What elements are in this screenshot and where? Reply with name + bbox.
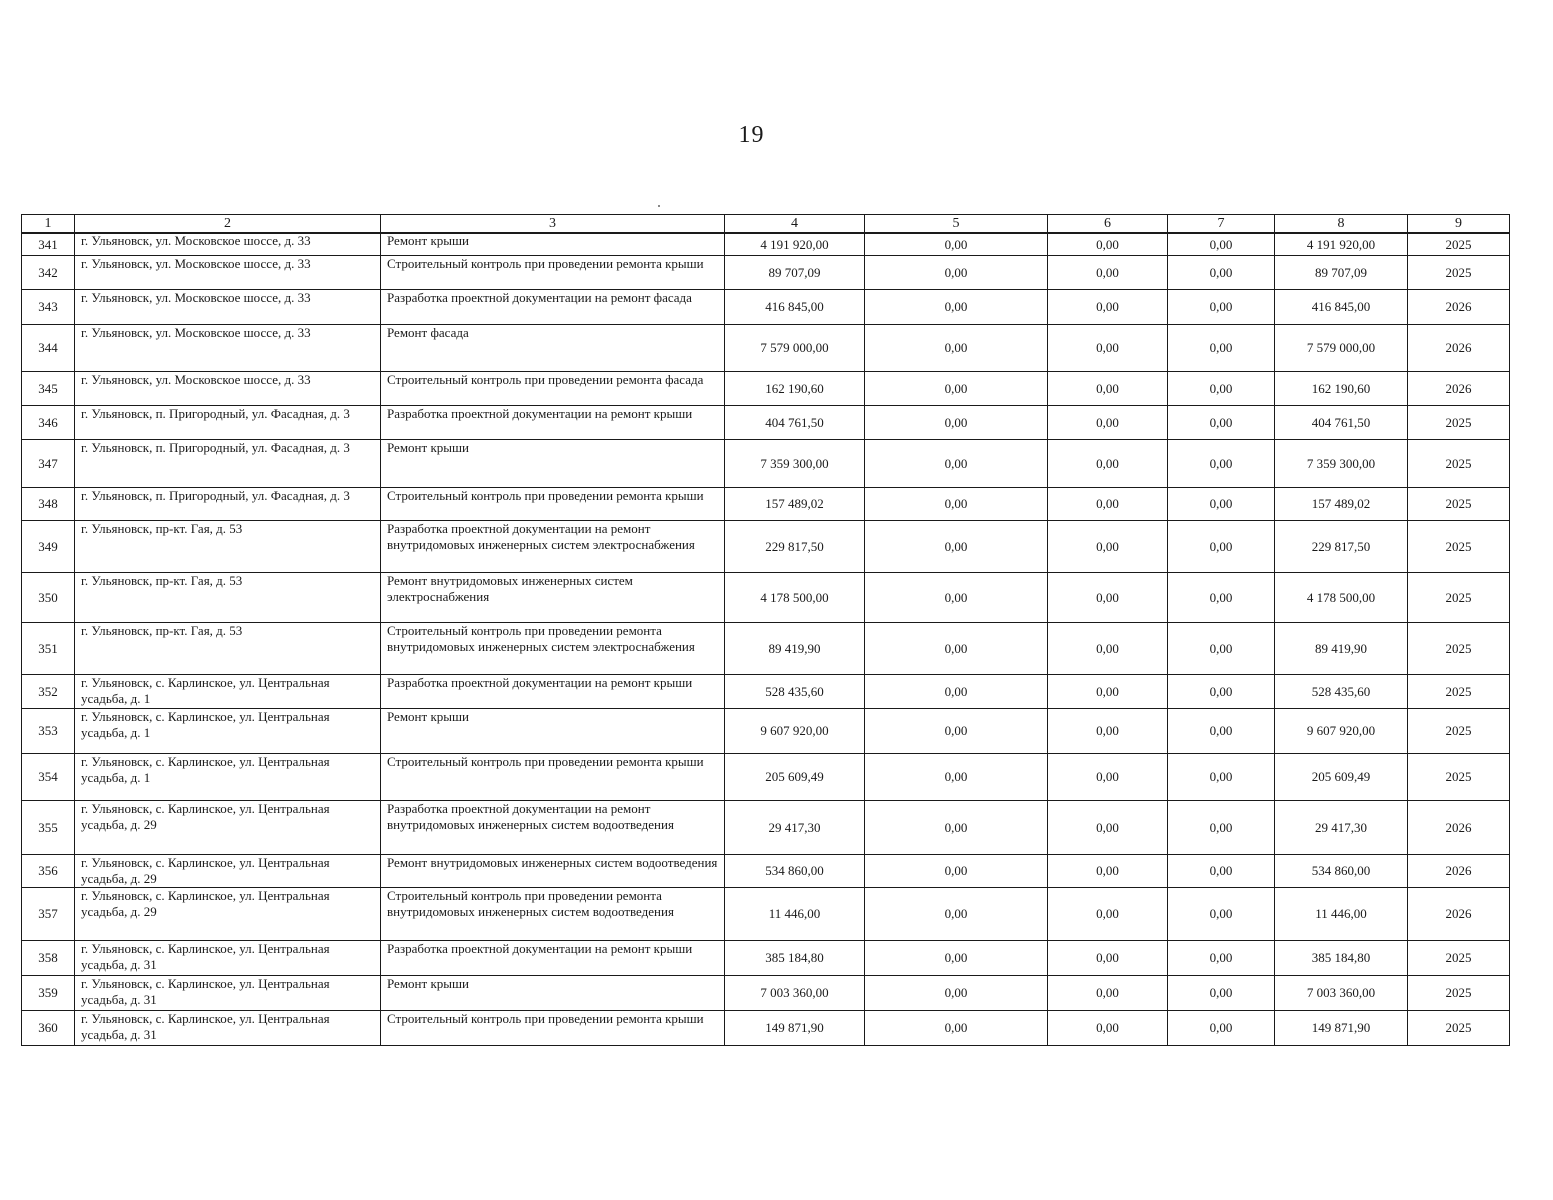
cost-total-cell: 528 435,60 bbox=[725, 675, 865, 709]
row-number: 347 bbox=[22, 440, 75, 488]
year-cell: 2025 bbox=[1408, 440, 1510, 488]
table-row bbox=[22, 372, 1510, 406]
fund-cell-7: 0,00 bbox=[1168, 623, 1275, 675]
cost-total-cell: 29 417,30 bbox=[725, 801, 865, 855]
page-number: 19 bbox=[738, 122, 765, 148]
fund-cell-6: 0,00 bbox=[1048, 754, 1168, 801]
row-number: 354 bbox=[22, 754, 75, 801]
table-row bbox=[22, 675, 1510, 709]
cost-total-cell: 7 003 360,00 bbox=[725, 976, 865, 1011]
fund-cell-7: 0,00 bbox=[1168, 325, 1275, 372]
work-type-cell: Строительный контроль при проведении ремонта крыши bbox=[381, 754, 725, 801]
column-number-row bbox=[22, 215, 1510, 234]
fund-cell-5: 0,00 bbox=[865, 754, 1048, 801]
address-cell: г. Ульяновск, ул. Московское шоссе, д. 33 bbox=[75, 256, 381, 290]
year-cell: 2026 bbox=[1408, 888, 1510, 941]
year-cell: 2025 bbox=[1408, 754, 1510, 801]
fund-cell-5: 0,00 bbox=[865, 941, 1048, 976]
cost-total-cell: 205 609,49 bbox=[725, 754, 865, 801]
table-row bbox=[22, 233, 1510, 256]
fund-cell-6: 0,00 bbox=[1048, 290, 1168, 325]
table-row bbox=[22, 855, 1510, 888]
cost-total-cell: 89 707,09 bbox=[725, 256, 865, 290]
work-type-cell: Строительный контроль при проведении ремонта фасада bbox=[381, 372, 725, 406]
fund-cell-6: 0,00 bbox=[1048, 675, 1168, 709]
fund-cell-7: 0,00 bbox=[1168, 372, 1275, 406]
fund-cell-7: 0,00 bbox=[1168, 754, 1275, 801]
table-row bbox=[22, 290, 1510, 325]
column-header: 1 bbox=[22, 215, 75, 234]
column-header: 5 bbox=[865, 215, 1048, 234]
cost-total-cell: 416 845,00 bbox=[725, 290, 865, 325]
year-cell: 2025 bbox=[1408, 573, 1510, 623]
row-number: 345 bbox=[22, 372, 75, 406]
row-number: 348 bbox=[22, 488, 75, 521]
cost-cell-8: 229 817,50 bbox=[1275, 521, 1408, 573]
table-row bbox=[22, 256, 1510, 290]
fund-cell-6: 0,00 bbox=[1048, 256, 1168, 290]
cost-cell-8: 7 003 360,00 bbox=[1275, 976, 1408, 1011]
fund-cell-5: 0,00 bbox=[865, 325, 1048, 372]
address-cell: г. Ульяновск, пр-кт. Гая, д. 53 bbox=[75, 573, 381, 623]
fund-cell-6: 0,00 bbox=[1048, 406, 1168, 440]
table-row bbox=[22, 888, 1510, 941]
column-header: 3 bbox=[381, 215, 725, 234]
fund-cell-7: 0,00 bbox=[1168, 675, 1275, 709]
work-type-cell: Разработка проектной документации на ремонт внутридомовых инженерных систем электроснабжения bbox=[381, 521, 725, 573]
address-cell: г. Ульяновск, ул. Московское шоссе, д. 33 bbox=[75, 325, 381, 372]
fund-cell-5: 0,00 bbox=[865, 488, 1048, 521]
cost-total-cell: 4 178 500,00 bbox=[725, 573, 865, 623]
year-cell: 2026 bbox=[1408, 372, 1510, 406]
row-number: 356 bbox=[22, 855, 75, 888]
table-row bbox=[22, 709, 1510, 754]
table-row bbox=[22, 941, 1510, 976]
column-header: 7 bbox=[1168, 215, 1275, 234]
cost-total-cell: 162 190,60 bbox=[725, 372, 865, 406]
row-number: 343 bbox=[22, 290, 75, 325]
fund-cell-5: 0,00 bbox=[865, 440, 1048, 488]
work-type-cell: Разработка проектной документации на ремонт крыши bbox=[381, 675, 725, 709]
fund-cell-5: 0,00 bbox=[865, 709, 1048, 754]
cost-cell-8: 416 845,00 bbox=[1275, 290, 1408, 325]
cost-total-cell: 534 860,00 bbox=[725, 855, 865, 888]
work-type-cell: Строительный контроль при проведении ремонта крыши bbox=[381, 488, 725, 521]
fund-cell-6: 0,00 bbox=[1048, 372, 1168, 406]
cost-total-cell: 89 419,90 bbox=[725, 623, 865, 675]
fund-cell-6: 0,00 bbox=[1048, 976, 1168, 1011]
cost-cell-8: 205 609,49 bbox=[1275, 754, 1408, 801]
work-type-cell: Строительный контроль при проведении ремонта внутридомовых инженерных систем электроснабжения bbox=[381, 623, 725, 675]
fund-cell-5: 0,00 bbox=[865, 623, 1048, 675]
fund-cell-5: 0,00 bbox=[865, 290, 1048, 325]
fund-cell-5: 0,00 bbox=[865, 976, 1048, 1011]
row-number: 355 bbox=[22, 801, 75, 855]
fund-cell-6: 0,00 bbox=[1048, 325, 1168, 372]
fund-cell-7: 0,00 bbox=[1168, 709, 1275, 754]
column-header: 6 bbox=[1048, 215, 1168, 234]
fund-cell-7: 0,00 bbox=[1168, 488, 1275, 521]
fund-cell-6: 0,00 bbox=[1048, 440, 1168, 488]
year-cell: 2026 bbox=[1408, 290, 1510, 325]
column-header: 4 bbox=[725, 215, 865, 234]
cost-total-cell: 11 446,00 bbox=[725, 888, 865, 941]
address-cell: г. Ульяновск, с. Карлинское, ул. Центральная усадьба, д. 31 bbox=[75, 976, 381, 1011]
work-type-cell: Разработка проектной документации на ремонт крыши bbox=[381, 941, 725, 976]
address-cell: г. Ульяновск, с. Карлинское, ул. Центральная усадьба, д. 1 bbox=[75, 754, 381, 801]
work-type-cell: Ремонт крыши bbox=[381, 233, 725, 256]
address-cell: г. Ульяновск, с. Карлинское, ул. Центральная усадьба, д. 31 bbox=[75, 1011, 381, 1046]
year-cell: 2025 bbox=[1408, 941, 1510, 976]
fund-cell-5: 0,00 bbox=[865, 801, 1048, 855]
cost-total-cell: 9 607 920,00 bbox=[725, 709, 865, 754]
cost-total-cell: 229 817,50 bbox=[725, 521, 865, 573]
cost-cell-8: 528 435,60 bbox=[1275, 675, 1408, 709]
cost-total-cell: 149 871,90 bbox=[725, 1011, 865, 1046]
cost-total-cell: 7 579 000,00 bbox=[725, 325, 865, 372]
work-type-cell: Ремонт крыши bbox=[381, 976, 725, 1011]
year-cell: 2025 bbox=[1408, 521, 1510, 573]
fund-cell-7: 0,00 bbox=[1168, 1011, 1275, 1046]
fund-cell-7: 0,00 bbox=[1168, 256, 1275, 290]
work-type-cell: Ремонт внутридомовых инженерных систем электроснабжения bbox=[381, 573, 725, 623]
fund-cell-6: 0,00 bbox=[1048, 1011, 1168, 1046]
table-row bbox=[22, 406, 1510, 440]
fund-cell-5: 0,00 bbox=[865, 675, 1048, 709]
row-number: 346 bbox=[22, 406, 75, 440]
work-type-cell: Разработка проектной документации на ремонт крыши bbox=[381, 406, 725, 440]
fund-cell-6: 0,00 bbox=[1048, 941, 1168, 976]
fund-cell-7: 0,00 bbox=[1168, 573, 1275, 623]
address-cell: г. Ульяновск, с. Карлинское, ул. Центральная усадьба, д. 29 bbox=[75, 801, 381, 855]
work-type-cell: Ремонт внутридомовых инженерных систем водоотведения bbox=[381, 855, 725, 888]
table-row bbox=[22, 754, 1510, 801]
fund-cell-7: 0,00 bbox=[1168, 976, 1275, 1011]
row-number: 350 bbox=[22, 573, 75, 623]
work-type-cell: Ремонт фасада bbox=[381, 325, 725, 372]
fund-cell-7: 0,00 bbox=[1168, 440, 1275, 488]
fund-cell-5: 0,00 bbox=[865, 406, 1048, 440]
fund-cell-6: 0,00 bbox=[1048, 233, 1168, 256]
row-number: 358 bbox=[22, 941, 75, 976]
work-type-cell: Строительный контроль при проведении ремонта крыши bbox=[381, 1011, 725, 1046]
column-header: 9 bbox=[1408, 215, 1510, 234]
cost-cell-8: 149 871,90 bbox=[1275, 1011, 1408, 1046]
address-cell: г. Ульяновск, п. Пригородный, ул. Фасадная, д. 3 bbox=[75, 406, 381, 440]
table-row bbox=[22, 325, 1510, 372]
address-cell: г. Ульяновск, с. Карлинское, ул. Центральная усадьба, д. 29 bbox=[75, 888, 381, 941]
work-type-cell: Строительный контроль при проведении ремонта крыши bbox=[381, 256, 725, 290]
year-cell: 2025 bbox=[1408, 675, 1510, 709]
fund-cell-7: 0,00 bbox=[1168, 855, 1275, 888]
work-type-cell: Ремонт крыши bbox=[381, 440, 725, 488]
fund-cell-7: 0,00 bbox=[1168, 406, 1275, 440]
work-type-cell: Ремонт крыши bbox=[381, 709, 725, 754]
year-cell: 2025 bbox=[1408, 1011, 1510, 1046]
year-cell: 2025 bbox=[1408, 233, 1510, 256]
row-number: 344 bbox=[22, 325, 75, 372]
fund-cell-5: 0,00 bbox=[865, 1011, 1048, 1046]
fund-cell-6: 0,00 bbox=[1048, 623, 1168, 675]
address-cell: г. Ульяновск, ул. Московское шоссе, д. 33 bbox=[75, 290, 381, 325]
cost-cell-8: 157 489,02 bbox=[1275, 488, 1408, 521]
cost-cell-8: 89 419,90 bbox=[1275, 623, 1408, 675]
fund-cell-5: 0,00 bbox=[865, 888, 1048, 941]
work-type-cell: Строительный контроль при проведении ремонта внутридомовых инженерных систем водоотведения bbox=[381, 888, 725, 941]
fund-cell-7: 0,00 bbox=[1168, 941, 1275, 976]
year-cell: 2025 bbox=[1408, 976, 1510, 1011]
scan-speck bbox=[658, 205, 660, 207]
table-row bbox=[22, 976, 1510, 1011]
cost-total-cell: 7 359 300,00 bbox=[725, 440, 865, 488]
year-cell: 2025 bbox=[1408, 709, 1510, 754]
address-cell: г. Ульяновск, с. Карлинское, ул. Центральная усадьба, д. 31 bbox=[75, 941, 381, 976]
fund-cell-7: 0,00 bbox=[1168, 888, 1275, 941]
address-cell: г. Ульяновск, ул. Московское шоссе, д. 33 bbox=[75, 372, 381, 406]
year-cell: 2025 bbox=[1408, 406, 1510, 440]
fund-cell-5: 0,00 bbox=[865, 521, 1048, 573]
cost-cell-8: 534 860,00 bbox=[1275, 855, 1408, 888]
table-row bbox=[22, 801, 1510, 855]
address-cell: г. Ульяновск, пр-кт. Гая, д. 53 bbox=[75, 521, 381, 573]
column-header: 8 bbox=[1275, 215, 1408, 234]
year-cell: 2025 bbox=[1408, 256, 1510, 290]
table-row bbox=[22, 440, 1510, 488]
cost-total-cell: 385 184,80 bbox=[725, 941, 865, 976]
cost-cell-8: 29 417,30 bbox=[1275, 801, 1408, 855]
work-type-cell: Разработка проектной документации на ремонт фасада bbox=[381, 290, 725, 325]
row-number: 351 bbox=[22, 623, 75, 675]
cost-cell-8: 7 579 000,00 bbox=[1275, 325, 1408, 372]
row-number: 342 bbox=[22, 256, 75, 290]
fund-cell-6: 0,00 bbox=[1048, 488, 1168, 521]
cost-cell-8: 9 607 920,00 bbox=[1275, 709, 1408, 754]
cost-cell-8: 7 359 300,00 bbox=[1275, 440, 1408, 488]
row-number: 357 bbox=[22, 888, 75, 941]
cost-cell-8: 404 761,50 bbox=[1275, 406, 1408, 440]
address-cell: г. Ульяновск, с. Карлинское, ул. Центральная усадьба, д. 1 bbox=[75, 675, 381, 709]
fund-cell-6: 0,00 bbox=[1048, 573, 1168, 623]
row-number: 359 bbox=[22, 976, 75, 1011]
row-number: 353 bbox=[22, 709, 75, 754]
fund-cell-5: 0,00 bbox=[865, 233, 1048, 256]
address-cell: г. Ульяновск, п. Пригородный, ул. Фасадная, д. 3 bbox=[75, 488, 381, 521]
fund-cell-6: 0,00 bbox=[1048, 888, 1168, 941]
fund-cell-7: 0,00 bbox=[1168, 521, 1275, 573]
year-cell: 2025 bbox=[1408, 623, 1510, 675]
repair-program-table bbox=[21, 214, 1510, 1046]
address-cell: г. Ульяновск, ул. Московское шоссе, д. 33 bbox=[75, 233, 381, 256]
address-cell: г. Ульяновск, с. Карлинское, ул. Центральная усадьба, д. 1 bbox=[75, 709, 381, 754]
fund-cell-6: 0,00 bbox=[1048, 801, 1168, 855]
fund-cell-7: 0,00 bbox=[1168, 801, 1275, 855]
cost-cell-8: 4 178 500,00 bbox=[1275, 573, 1408, 623]
table-row bbox=[22, 1011, 1510, 1046]
address-cell: г. Ульяновск, пр-кт. Гая, д. 53 bbox=[75, 623, 381, 675]
cost-cell-8: 4 191 920,00 bbox=[1275, 233, 1408, 256]
work-type-cell: Разработка проектной документации на ремонт внутридомовых инженерных систем водоотведения bbox=[381, 801, 725, 855]
table-row bbox=[22, 623, 1510, 675]
fund-cell-5: 0,00 bbox=[865, 573, 1048, 623]
address-cell: г. Ульяновск, п. Пригородный, ул. Фасадная, д. 3 bbox=[75, 440, 381, 488]
row-number: 341 bbox=[22, 233, 75, 256]
table-row bbox=[22, 488, 1510, 521]
cost-cell-8: 11 446,00 bbox=[1275, 888, 1408, 941]
table-row bbox=[22, 573, 1510, 623]
fund-cell-5: 0,00 bbox=[865, 256, 1048, 290]
year-cell: 2026 bbox=[1408, 325, 1510, 372]
year-cell: 2025 bbox=[1408, 488, 1510, 521]
address-cell: г. Ульяновск, с. Карлинское, ул. Центральная усадьба, д. 29 bbox=[75, 855, 381, 888]
fund-cell-7: 0,00 bbox=[1168, 233, 1275, 256]
fund-cell-6: 0,00 bbox=[1048, 709, 1168, 754]
year-cell: 2026 bbox=[1408, 801, 1510, 855]
row-number: 349 bbox=[22, 521, 75, 573]
fund-cell-5: 0,00 bbox=[865, 855, 1048, 888]
cost-total-cell: 4 191 920,00 bbox=[725, 233, 865, 256]
cost-total-cell: 404 761,50 bbox=[725, 406, 865, 440]
fund-cell-6: 0,00 bbox=[1048, 855, 1168, 888]
fund-cell-5: 0,00 bbox=[865, 372, 1048, 406]
year-cell: 2026 bbox=[1408, 855, 1510, 888]
cost-total-cell: 157 489,02 bbox=[725, 488, 865, 521]
cost-cell-8: 89 707,09 bbox=[1275, 256, 1408, 290]
row-number: 360 bbox=[22, 1011, 75, 1046]
table-row bbox=[22, 521, 1510, 573]
cost-cell-8: 385 184,80 bbox=[1275, 941, 1408, 976]
cost-cell-8: 162 190,60 bbox=[1275, 372, 1408, 406]
fund-cell-7: 0,00 bbox=[1168, 290, 1275, 325]
column-header: 2 bbox=[75, 215, 381, 234]
fund-cell-6: 0,00 bbox=[1048, 521, 1168, 573]
row-number: 352 bbox=[22, 675, 75, 709]
